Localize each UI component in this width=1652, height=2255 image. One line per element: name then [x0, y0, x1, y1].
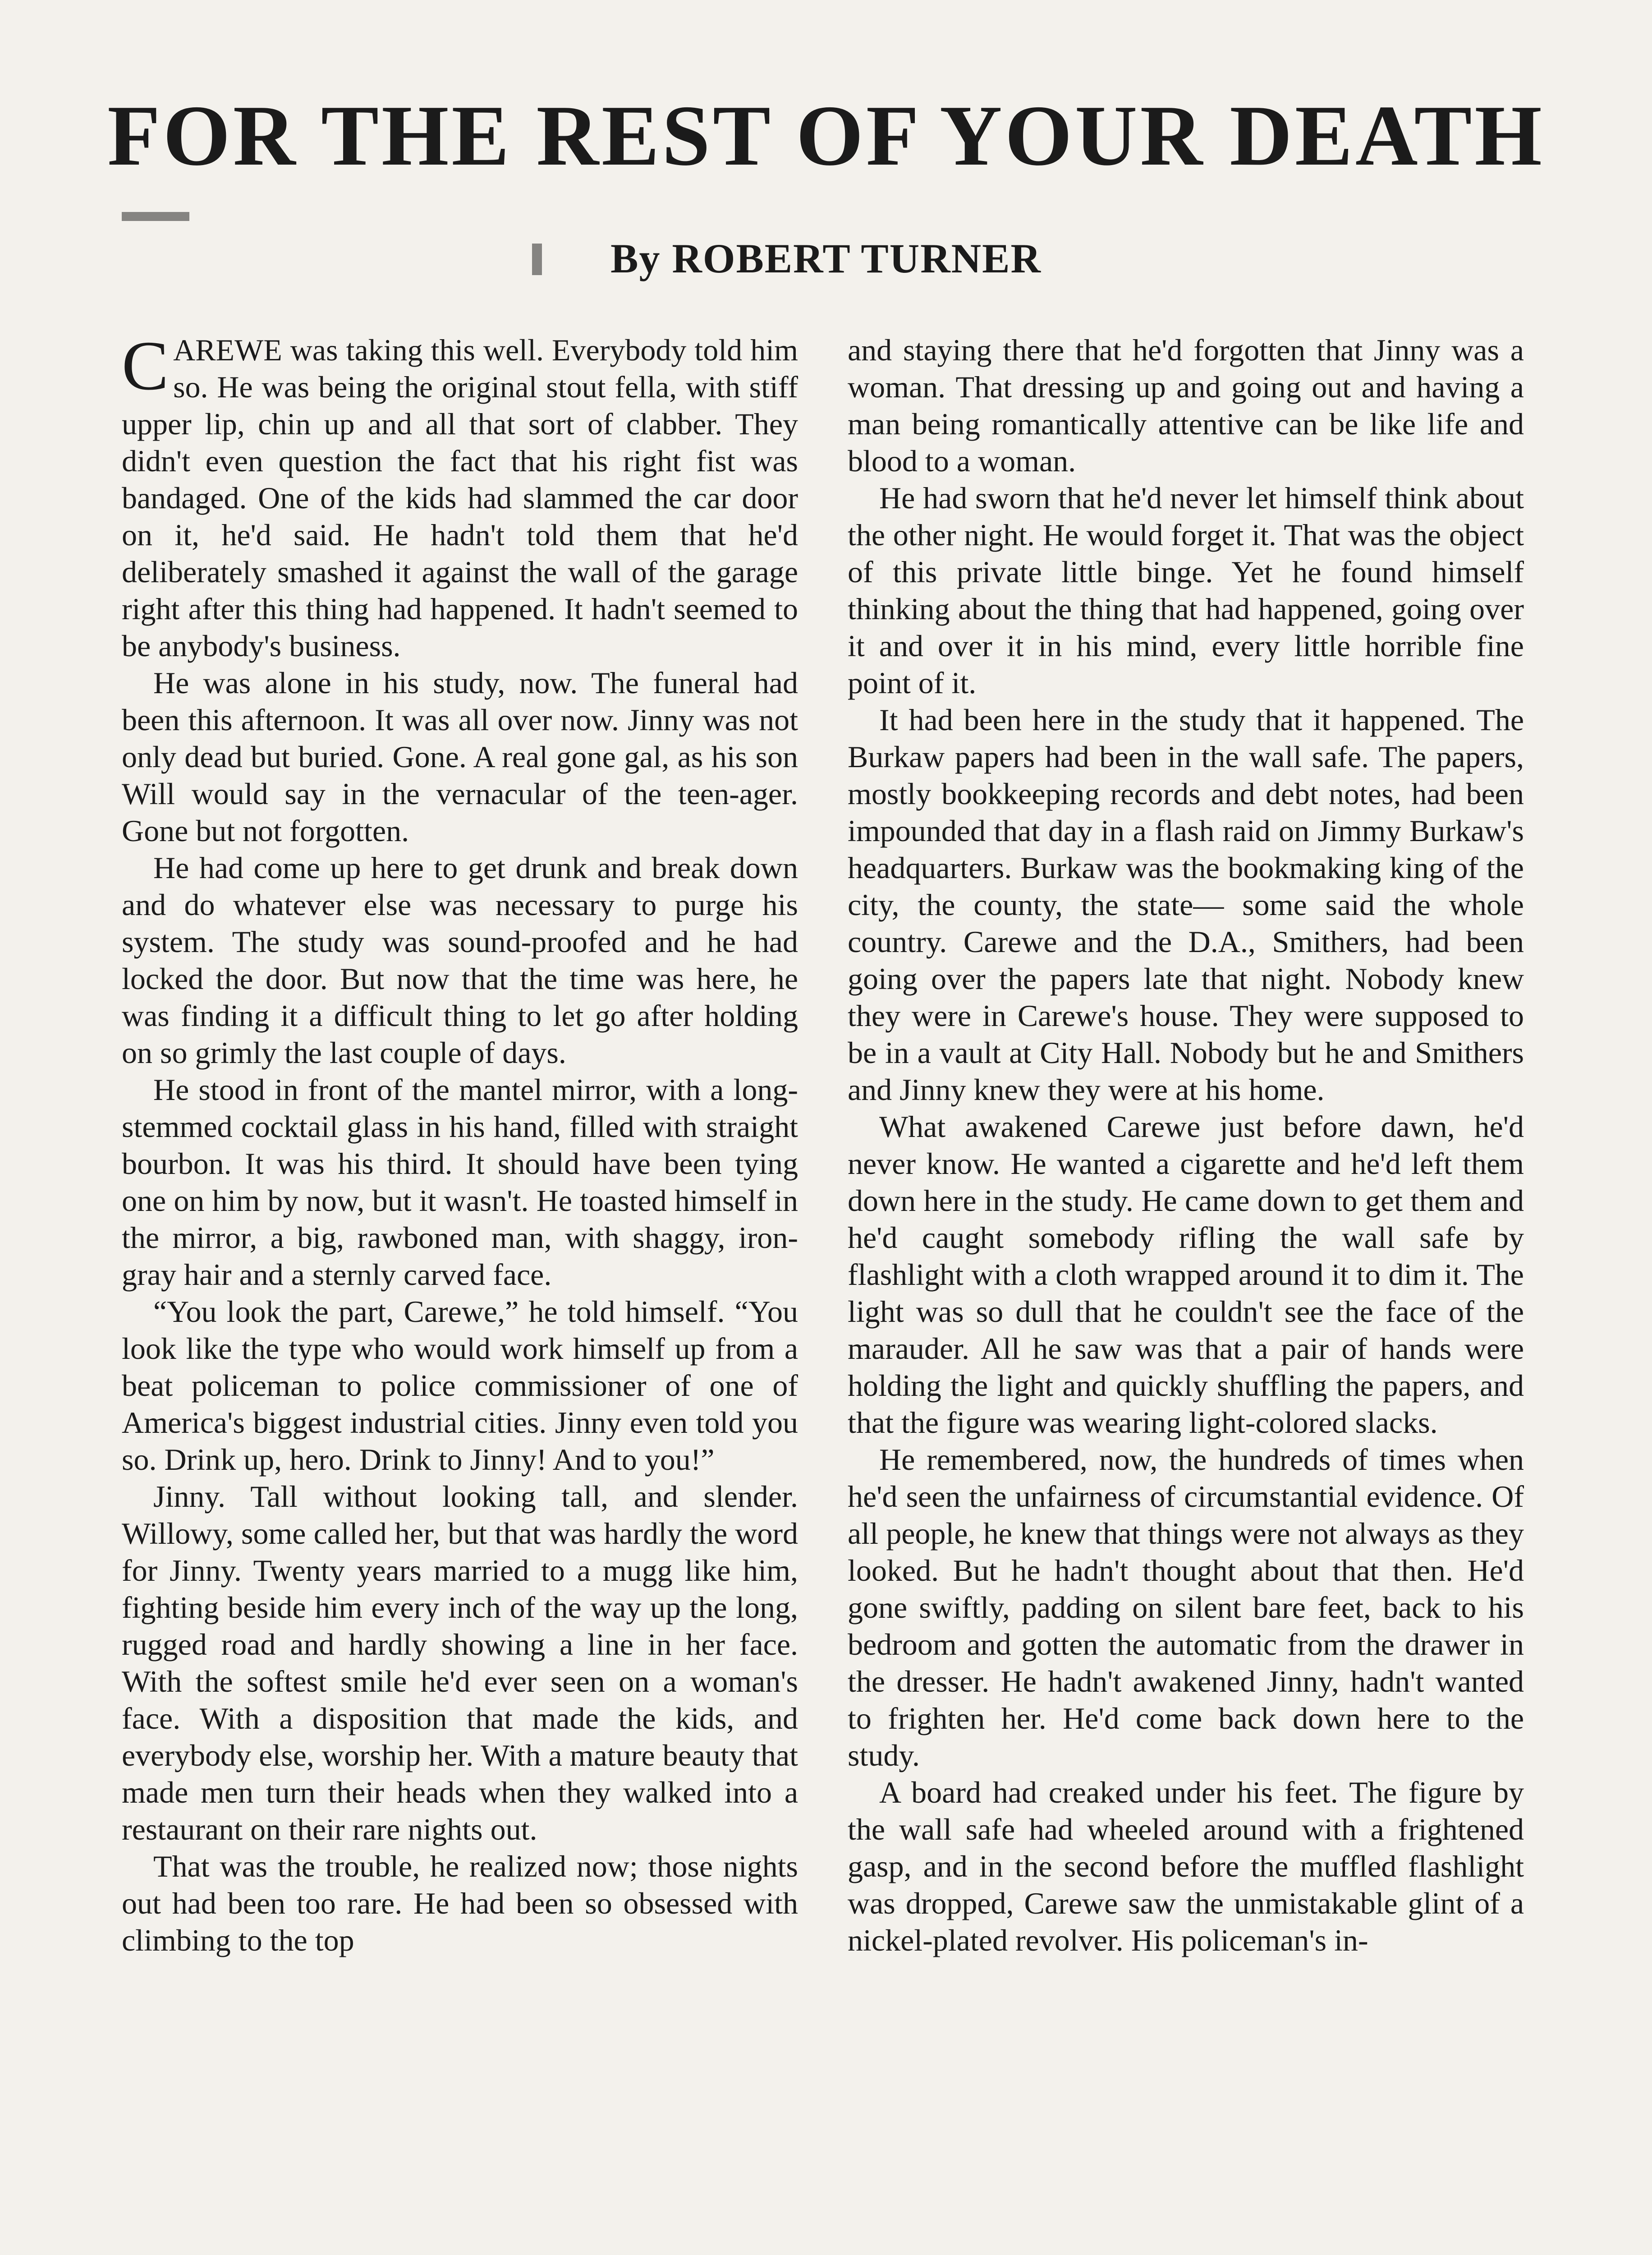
paragraph: Jinny. Tall without looking tall, and slender. Willowy, some called her, but that was hardly the word for Jinny. Twenty years married to a mugg like him, fighting beside him every inch of the way up the long, rugged road and hardly showing a line in her face. With the softest smile he'd ever seen on a woman's face. With a disposition that made the kids, and everybody else, worship her. With a mature beauty that made men turn their heads when they walked into a restaurant on their rare nights out. [122, 1479, 798, 1846]
byline: By ROBERT TURNER [610, 235, 1042, 281]
paragraph: What awakened Carewe just before dawn, he'd never know. He wanted a cigarette and he'd left them down here in the study. He came down to get them and he'd caught somebody rifling the wall safe by flashlight with a cloth wrapped around it to dim it. The light was so dull that he couldn't see the face of the marauder. All he saw was that a pair of hands were holding the light and quickly shuffling the papers, and that the figure was wearing light-colored slacks. [848, 1109, 1524, 1440]
paragraph: He remembered, now, the hundreds of times when he'd seen the unfairness of circumstantial evidence. Of all people, he knew that things were not always as they looked. But he hadn't thought about that then. He'd gone swiftly, padding on silent bare feet, back to his bedroom and gotten the automatic from the drawer in the dresser. He hadn't awakened Jinny, hadn't wanted to frighten her. He'd come back down here to the study. [848, 1442, 1524, 1772]
left-column [122, 331, 798, 2255]
right-column [848, 331, 1524, 2255]
drop-cap: C [122, 331, 169, 405]
paragraph: It had been here in the study that it happened. The Burkaw papers had been in the wall safe. The papers, mostly bookkeeping records and debt notes, had been impounded that day in a flash raid on Jimmy Burkaw's headquarters. Burkaw was the bookmaking king of the city, the county, the state— some said the whole country. Carewe and the D.A., Smithers, had been going over the papers late that night. Nobody knew they were in Carewe's house. They were supposed to be in a vault at City Hall. Nobody but he and Smithers and Jinny knew they were at his home. [848, 703, 1524, 1107]
paragraph: That was the trouble, he realized now; those nights out had been too rare. He had been so obsessed with climbing to the top [122, 1849, 798, 1957]
paragraph: “You look the part, Carewe,” he told himself. “You look like the type who would work himself up from a beat policeman to police commissioner of one of America's biggest industrial cities. Jinny even told you so. Drink up, hero. Drink to Jinny! And to you!” [122, 1294, 798, 1477]
paragraph: He stood in front of the mantel mirror, with a long-stemmed cocktail glass in his hand, filled with straight bourbon. It was his third. It should have been tying one on him by now, but it wasn't. He toasted himself in the mirror, a big, rawboned man, with shaggy, iron-gray hair and a sternly carved face. [122, 1072, 798, 1292]
paragraph: He was alone in his study, now. The funeral had been this afternoon. It was all over now. Jinny was not only dead but buried. Gone. A real gone gal, as his son Will would say in the vernacular of the teen-ager. Gone but not forgotten. [122, 666, 798, 848]
paragraph: and staying there that he'd forgotten that Jinny was a woman. That dressing up and going out and having a man being romantically attentive can be like life and blood to a woman. [848, 333, 1524, 478]
paragraph: He had sworn that he'd never let himself think about the other night. He would forget it. That was the object of this private little binge. Yet he found himself thinking about the thing that had happened, going over it and over it in his mind, every little horrible fine point of it. [848, 481, 1524, 700]
paragraph-text: AREWE was taking this well. Everybody told him so. He was being the original stout fella, with stiff upper lip, chin up and all that sort of clabber. They didn't even question the fact that his right fist was bandaged. One of the kids had slammed the car door on it, he'd said. He hadn't told them that he'd deliberately smashed it against the wall of the garage right after this thing had happened. It hadn't seemed to be anybody's business. [122, 333, 798, 663]
paragraph: He had come up here to get drunk and break down and do whatever else was necessary to purge his system. The study was sound-proofed and he had locked the door. But now that the time was here, he was finding it a difficult thing to let go after holding on so grimly the last couple of days. [122, 851, 798, 1070]
paragraph [122, 331, 798, 664]
paragraph: A board had creaked under his feet. The figure by the wall safe had wheeled around with a frightened gasp, and in the second before the muffled flashlight was dropped, Carewe saw the unmistakable glint of a nickel-plated revolver. His policeman's in- [848, 1775, 1524, 1957]
print-smudge [122, 212, 189, 221]
story-title: FOR THE REST OF YOUR DEATH [107, 87, 1545, 184]
